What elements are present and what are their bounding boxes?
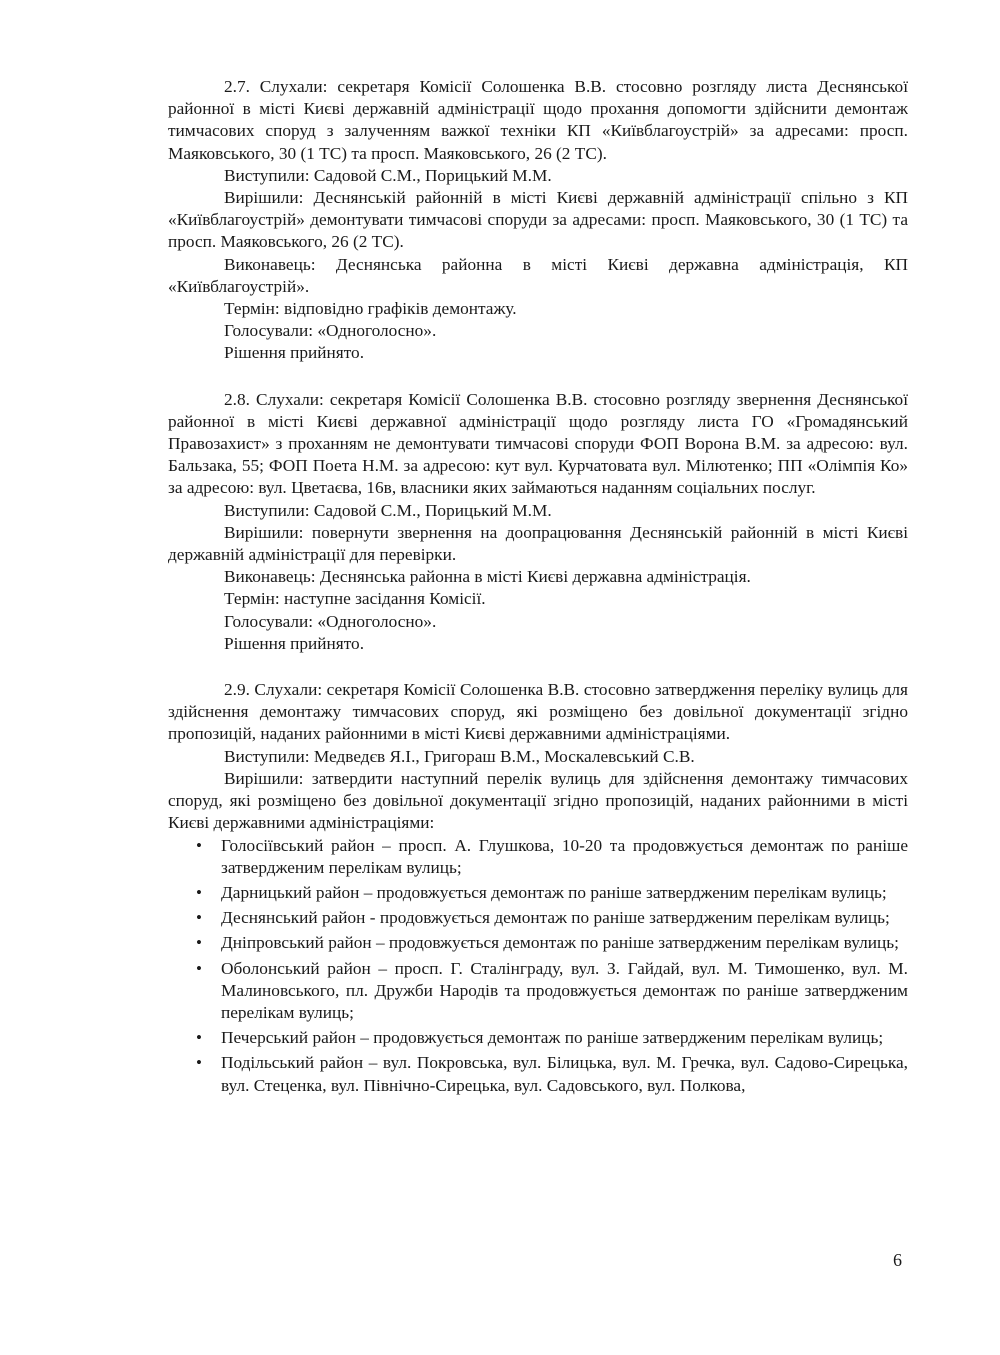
district-list — [168, 835, 908, 1097]
executor-paragraph: Виконавець: Деснянська районна в місті Києві державна адміністрація. — [224, 567, 751, 587]
speakers-paragraph: Виступили: Садовой С.М., Порицький М.М. — [224, 165, 552, 185]
speakers-paragraph: Виступили: Садовой С.М., Порицький М.М. — [224, 500, 552, 520]
section-2-9 — [168, 679, 908, 1097]
decision-paragraph: Вирішили: Деснянській районній в місті Києві державній адміністрації спільно з КП «Київблагоустрій» демонтувати тимчасові споруди за адресами: просп. Маяковського, 30 (1 ТС) та просп. Маяковського, 26 (2 ТС). — [168, 188, 908, 252]
list-item: • Оболонський район – просп. Г. Сталінграду, вул. З. Гайдай, вул. М. Тимошенко, вул. М. Малиновського, пл. Дружби Народів та продовжується демонтаж по раніше затвердженим перелікам вулиць; — [221, 958, 908, 1025]
heard-paragraph: 2.8. Слухали: секретаря Комісії Солошенка В.В. стосовно розгляду звернення Деснянської районної в місті Києві державної адміністрації щодо розгляду листа ГО «Громадянський Правозахист» з проханням не демонтувати тимчасові споруди ФОП Ворона В.М. за адресою: вул. Бальзака, 55; ФОП Поета Н.М. за адресою: кут вул. Курчатовата вул. Мілютенко; ПП «Олімпія Ко» за адресою: вул. Цветаєва, 16в, власники яких займаються наданням соціальних послуг. — [168, 389, 908, 498]
section-2-8 — [168, 389, 908, 655]
list-item: • Печерський район – продовжується демонтаж по раніше затвердженим перелікам вулиць; — [221, 1027, 908, 1049]
list-item: • Подільський район – вул. Покровська, вул. Білицька, вул. М. Гречка, вул. Садово-Сирецька, вул. Стеценка, вул. Північно-Сирецька, вул. Садовського, вул. Полкова, — [221, 1052, 908, 1096]
decision-paragraph: Вирішили: повернути звернення на доопрацювання Деснянській районній в місті Києві державній адміністрації для перевірки. — [168, 522, 908, 565]
executor-paragraph: Виконавець: Деснянська районна в місті Києві державна адміністрація, КП «Київблагоустрій». — [168, 254, 908, 296]
list-item: • Дарницький район – продовжується демонтаж по раніше затвердженим перелікам вулиць; — [221, 882, 908, 904]
heard-paragraph: 2.7. Слухали: секретаря Комісії Солошенка В.В. стосовно розгляду листа Деснянської районної в місті Києві державній адміністрації щодо прохання допомогти здійснити демонтаж тимчасових споруд з залученням важкої техніки КП «Київблагоустрій» за адресами: просп. Маяковського, 30 (1 ТС) та просп. Маяковського, 26 (2 ТС). — [168, 77, 908, 163]
heard-paragraph: 2.9. Слухали: секретаря Комісії Солошенка В.В. стосовно затвердження переліку вулиць для здійснення демонтажу тимчасових споруд, які розміщено без довільної документації згідно пропозицій, наданих районними в місті Києві державними адміністраціями. — [168, 680, 908, 744]
speakers-paragraph: Виступили: Медведєв Я.І., Григораш В.М., Москалевський С.В. — [224, 746, 695, 766]
vote-paragraph: Голосували: «Одноголосно». — [224, 321, 437, 341]
document-page — [168, 76, 908, 1100]
list-item: • Деснянський район - продовжується демонтаж по раніше затвердженим перелікам вулиць; — [221, 907, 908, 929]
vote-paragraph: Голосували: «Одноголосно». — [224, 611, 437, 631]
list-item: • Голосіївський район – просп. А. Глушкова, 10-20 та продовжується демонтаж по раніше затвердженим перелікам вулиць; — [221, 835, 908, 879]
result-paragraph: Рішення прийнято. — [224, 343, 365, 363]
page-number: 6 — [893, 1250, 902, 1270]
result-paragraph: Рішення прийнято. — [224, 633, 365, 653]
deadline-paragraph: Термін: відповідно графіків демонтажу. — [224, 299, 517, 319]
list-item: • Дніпровський район – продовжується демонтаж по раніше затвердженим перелікам вулиць; — [221, 932, 908, 954]
section-2-7 — [168, 76, 908, 365]
decision-paragraph: Вирішили: затвердити наступний перелік вулиць для здійснення демонтажу тимчасових споруд, які розміщено без довільної документації згідно пропозицій, наданих районними в місті Києві державними адміністраціями: — [168, 768, 908, 833]
deadline-paragraph: Термін: наступне засідання Комісії. — [224, 589, 486, 609]
